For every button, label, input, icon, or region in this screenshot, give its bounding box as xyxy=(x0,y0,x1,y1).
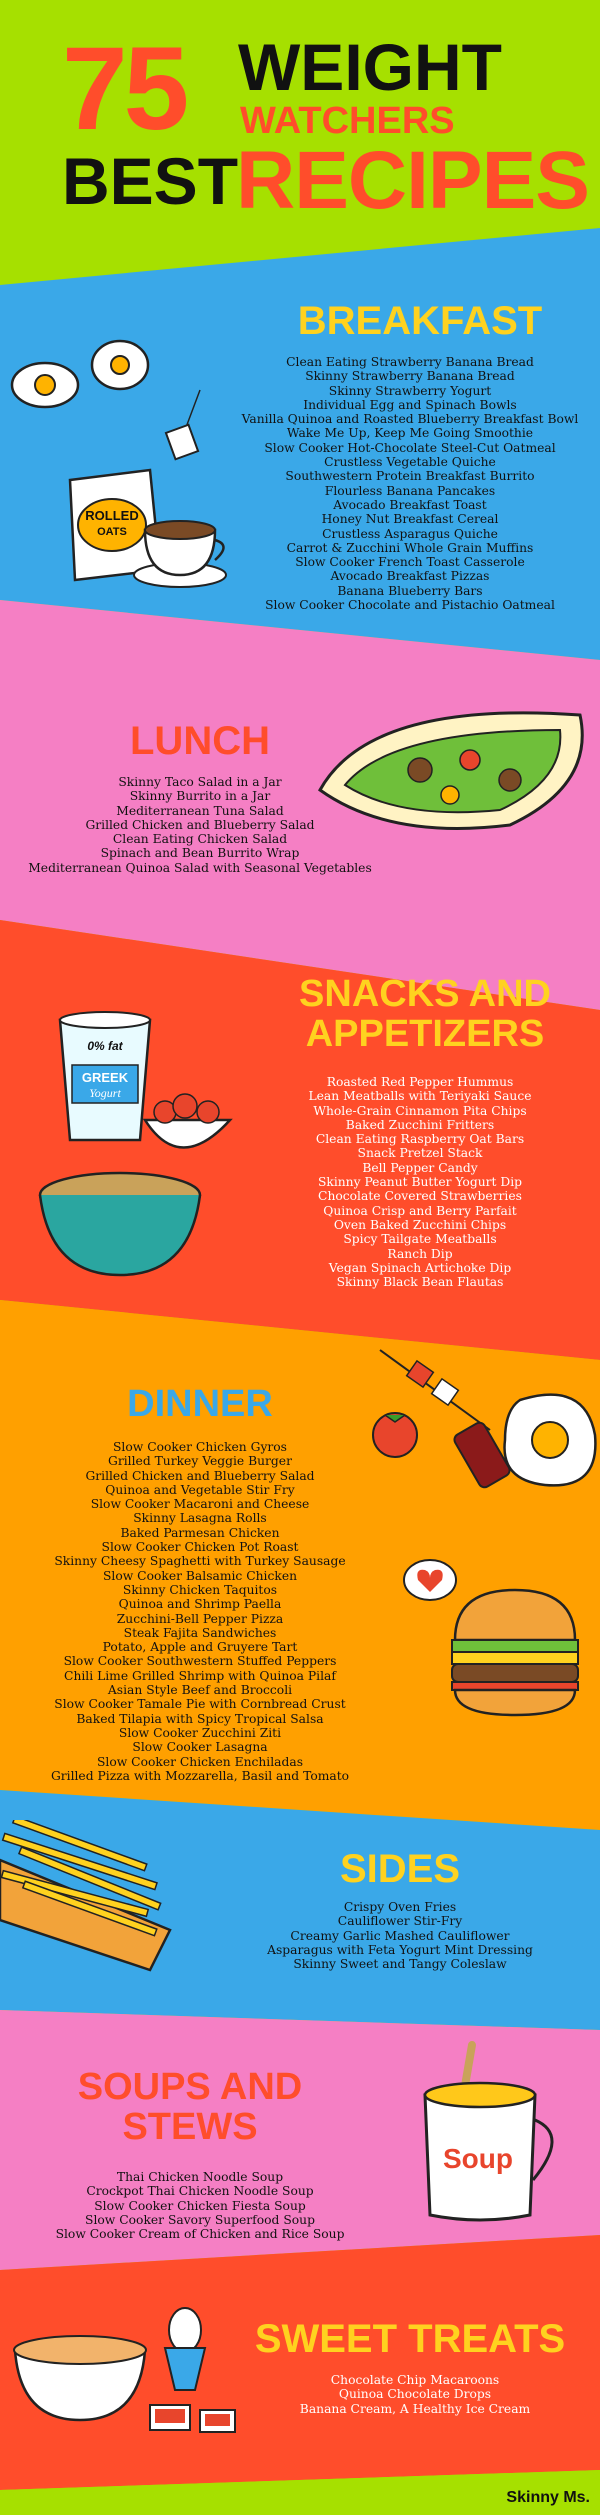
list-item: Flourless Banana Pancakes xyxy=(324,483,496,498)
oats-bag-icon xyxy=(70,470,160,580)
list-item: Avocado Breakfast Toast xyxy=(333,497,487,512)
title-best: BEST xyxy=(62,144,239,218)
list-item: Asian Style Beef and Broccoli xyxy=(107,1683,293,1698)
list-item: Slow Cooker Lasagna xyxy=(132,1740,268,1755)
snacks-heading-line1: SNACKS AND xyxy=(299,973,551,1015)
list-item: Chili Lime Grilled Shrimp with Quinoa Pilaf xyxy=(64,1668,336,1683)
list-item: Grilled Chicken and Blueberry Salad xyxy=(85,817,315,832)
list-item: Clean Eating Raspberry Oat Bars xyxy=(315,1132,525,1147)
tomato-icon xyxy=(373,1413,417,1457)
list-item: Honey Nut Breakfast Cereal xyxy=(321,512,499,527)
soups-list xyxy=(40,2170,360,2241)
dinner-heading: DINNER xyxy=(127,1383,273,1425)
breakfast-heading: BREAKFAST xyxy=(297,299,543,343)
list-item: Vanilla Quinoa and Roasted Blueberry Breakfast Bowl xyxy=(241,412,579,427)
list-item: Carrot & Zucchini Whole Grain Muffins xyxy=(286,540,534,555)
list-item: Ranch Dip xyxy=(387,1246,453,1261)
list-item: Skinny Peanut Butter Yogurt Dip xyxy=(317,1175,523,1190)
list-item: Clean Eating Strawberry Banana Bread xyxy=(286,355,534,369)
list-item: Thai Chicken Noodle Soup xyxy=(116,2170,284,2184)
list-item: Mediterranean Tuna Salad xyxy=(116,803,284,818)
list-item: Skinny Strawberry Banana Bread xyxy=(305,369,515,384)
snacks-heading xyxy=(255,975,595,1055)
list-item: Cauliflower Stir-Fry xyxy=(337,1914,463,1929)
list-item: Lean Meatballs with Teriyaki Sauce xyxy=(308,1089,532,1104)
list-item: Slow Cooker Chicken Gyros xyxy=(113,1440,287,1454)
title-weight: WEIGHT xyxy=(238,30,502,104)
list-item: Skinny Strawberry Yogurt xyxy=(328,383,492,398)
list-item: Chocolate Chip Macaroons xyxy=(330,2373,500,2387)
svg-text:OATS: OATS xyxy=(97,526,127,538)
snacks-heading-line2: APPETIZERS xyxy=(305,1012,545,1055)
list-item: Baked Parmesan Chicken xyxy=(120,1525,280,1540)
list-item: Slow Cooker Chicken Enchiladas xyxy=(96,1754,304,1769)
list-item: Quinoa Crisp and Berry Parfait xyxy=(323,1203,517,1218)
strawberry-bowl-icon xyxy=(145,1094,230,1148)
list-item: Grilled Chicken and Blueberry Salad xyxy=(85,1468,315,1483)
list-item: Wake Me Up, Keep Me Going Smoothie xyxy=(286,426,534,441)
breakfast-illustration xyxy=(0,330,230,610)
quinoa-bowl-icon xyxy=(40,1173,200,1275)
list-item: Oven Baked Zucchini Chips xyxy=(333,1217,507,1232)
snacks-list xyxy=(250,1075,590,1289)
list-item: Slow Cooker Tamale Pie with Cornbread Crust xyxy=(54,1697,346,1712)
list-item: Spicy Tailgate Meatballs xyxy=(343,1232,497,1247)
soups-heading-line2: STEWS xyxy=(122,2105,258,2148)
list-item: Slow Cooker Balsamic Chicken xyxy=(102,1568,298,1583)
list-item: Creamy Garlic Mashed Cauliflower xyxy=(290,1928,510,1943)
sides-heading: SIDES xyxy=(339,1847,461,1891)
list-item: Skinny Lasagna Rolls xyxy=(133,1511,267,1526)
treats-list xyxy=(270,2373,560,2416)
list-item: Slow Cooker Hot-Chocolate Steel-Cut Oatmeal xyxy=(264,440,556,455)
list-item: Avocado Breakfast Pizzas xyxy=(330,569,490,584)
list-item: Grilled Pizza with Mozzarella, Basil and Tomato xyxy=(50,1768,350,1783)
list-item: Crockpot Thai Chicken Noodle Soup xyxy=(86,2184,314,2199)
list-item: Quinoa Chocolate Drops xyxy=(338,2387,492,2402)
svg-text:GREEK: GREEK xyxy=(81,1070,129,1085)
list-item: Baked Zucchini Fritters xyxy=(345,1117,495,1132)
list-item: Crispy Oven Fries xyxy=(343,1900,457,1914)
list-item: Steak Fajita Sandwiches xyxy=(123,1625,277,1640)
list-item: Mediterranean Quinoa Salad with Seasonal Vegetables xyxy=(28,860,372,875)
svg-text:0% fat: 0% fat xyxy=(87,1039,123,1053)
sauce-bottle-icon xyxy=(452,1421,511,1490)
dinner-illustration xyxy=(370,1340,600,1760)
list-item: Slow Cooker Cream of Chicken and Rice Soup xyxy=(55,2227,345,2242)
list-item: Quinoa and Vegetable Stir Fry xyxy=(105,1482,295,1497)
list-item: Skinny Black Bean Flautas xyxy=(336,1275,504,1290)
list-item: Slow Cooker Southwestern Stuffed Peppers xyxy=(63,1654,337,1669)
list-item: Whole-Grain Cinnamon Pita Chips xyxy=(313,1103,527,1118)
title-recipes: RECIPES xyxy=(236,135,589,226)
coffee-cup-icon xyxy=(134,521,226,587)
list-item: Bell Pepper Candy xyxy=(362,1160,478,1175)
list-item: Zucchini-Bell Pepper Pizza xyxy=(116,1611,284,1626)
list-item: Skinny Taco Salad in a Jar xyxy=(118,775,282,789)
soup-mug-icon xyxy=(400,2040,570,2230)
list-item: Slow Cooker Chicken Pot Roast xyxy=(101,1540,299,1555)
heart-bubble-icon xyxy=(404,1560,456,1600)
list-item: Crustless Asparagus Quiche xyxy=(322,526,498,541)
burrito-wrap-icon xyxy=(310,690,600,840)
burger-icon xyxy=(452,1590,578,1715)
list-item: Crustless Vegetable Quiche xyxy=(324,455,496,470)
list-item: Banana Cream, A Healthy Ice Cream xyxy=(299,2401,531,2416)
lunch-heading: LUNCH xyxy=(130,719,270,763)
list-item: Grilled Turkey Veggie Burger xyxy=(108,1454,292,1469)
sauce-dish-icon xyxy=(150,2405,235,2432)
tea-bag-icon xyxy=(166,390,200,459)
list-item: Quinoa and Shrimp Paella xyxy=(118,1597,282,1612)
list-item: Skinny Cheesy Spaghetti with Turkey Sausage xyxy=(54,1554,346,1569)
list-item: Individual Egg and Spinach Bowls xyxy=(303,397,517,412)
title-watchers: WATCHERS xyxy=(240,100,455,142)
soups-heading-line1: SOUPS AND xyxy=(77,2066,303,2108)
list-item: Chocolate Covered Strawberries xyxy=(318,1189,522,1204)
yogurt-cup-icon xyxy=(60,1012,150,1140)
list-item: Snack Pretzel Stack xyxy=(357,1146,483,1161)
list-item: Slow Cooker Chocolate and Pistachio Oatmeal xyxy=(265,598,555,613)
treats-illustration xyxy=(0,2290,240,2460)
list-item: Skinny Burrito in a Jar xyxy=(129,789,271,804)
list-item: Slow Cooker Chicken Fiesta Soup xyxy=(94,2198,306,2213)
list-item: Skinny Sweet and Tangy Coleslaw xyxy=(293,1957,507,1972)
snacks-illustration xyxy=(30,1010,280,1290)
list-item: Roasted Red Pepper Hummus xyxy=(326,1075,514,1089)
egg-icon xyxy=(12,341,148,407)
treats-heading: SWEET TREATS xyxy=(254,2317,566,2361)
list-item: Banana Blueberry Bars xyxy=(337,583,483,598)
egg-cup-icon xyxy=(165,2308,205,2390)
list-item: Potato, Apple and Gruyere Tart xyxy=(102,1640,298,1655)
breakfast-list xyxy=(220,355,600,612)
list-item: Slow Cooker Macaroni and Cheese xyxy=(90,1497,310,1512)
list-item: Vegan Spinach Artichoke Dip xyxy=(328,1260,512,1275)
list-item: Skinny Chicken Taquitos xyxy=(122,1582,278,1597)
list-item: Slow Cooker Savory Superfood Soup xyxy=(85,2212,315,2227)
list-item: Southwestern Protein Breakfast Burrito xyxy=(285,469,535,484)
svg-text:Yogurt: Yogurt xyxy=(89,1086,121,1100)
title-number: 75 xyxy=(62,23,186,155)
dessert-bowl-icon xyxy=(14,2336,146,2420)
list-item: Slow Cooker Zucchini Ziti xyxy=(118,1725,282,1740)
list-item: Spinach and Bean Burrito Wrap xyxy=(100,846,300,861)
brand-logo: Skinny Ms. xyxy=(506,2489,590,2506)
list-item: Baked Tilapia with Spicy Tropical Salsa xyxy=(76,1711,324,1726)
list-item: Asparagus with Feta Yogurt Mint Dressing xyxy=(267,1942,533,1957)
fries-icon xyxy=(0,1820,210,1980)
list-item: Slow Cooker French Toast Casserole xyxy=(295,555,525,570)
mug-label: Soup xyxy=(443,2143,513,2174)
dinner-list xyxy=(15,1440,385,1783)
list-item: Clean Eating Chicken Salad xyxy=(112,832,288,847)
sides-list xyxy=(230,1900,570,1971)
soups-heading xyxy=(60,2068,320,2148)
fried-egg-icon xyxy=(505,1395,596,1486)
oats-label: ROLLED xyxy=(85,508,139,523)
